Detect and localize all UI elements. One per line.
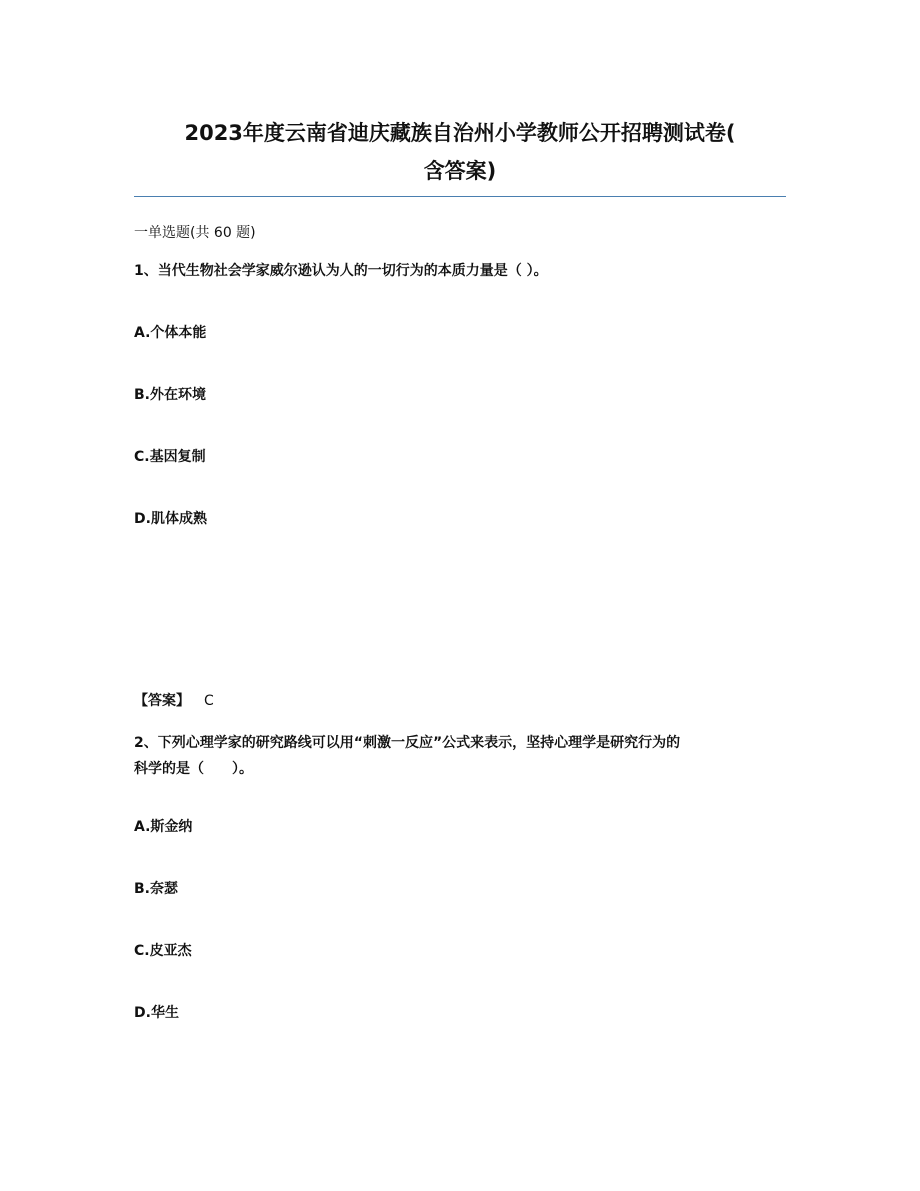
question-1-text: 1、当代生物社会学家威尔逊认为人的一切行为的本质力量是（ ）。 — [134, 263, 548, 279]
question-2-option-b: B.奈瑟 — [134, 881, 178, 897]
question-2-text-line-2: 科学的是（ ）。 — [134, 761, 253, 777]
question-2-option-d: D.华生 — [134, 1005, 179, 1021]
question-2-text-line-1: 2、下列心理学家的研究路线可以用“刺激一反应”公式来表示，坚持心理学是研究行为的 — [134, 735, 681, 751]
page-title-line-1: 2023年度云南省迪庆藏族自治州小学教师公开招聘测试卷( — [184, 121, 736, 145]
answer-label: 【答案】 — [134, 693, 190, 709]
section-header: 一单选题(共 60 题) — [134, 225, 256, 241]
question-2-text — [134, 730, 794, 782]
question-2-option-c: C.皮亚杰 — [134, 943, 192, 959]
page-title — [100, 114, 820, 190]
question-1-answer — [134, 691, 214, 711]
question-2-option-a: A.斯金纳 — [134, 819, 193, 835]
question-1-option-a: A.个体本能 — [134, 325, 207, 341]
question-1-option-d: D.肌体成熟 — [134, 511, 207, 527]
question-1-option-c: C.基因复制 — [134, 449, 206, 465]
title-divider — [134, 196, 786, 197]
question-1-option-b: B.外在环境 — [134, 387, 206, 403]
page-title-line-2: 含答案) — [423, 159, 497, 183]
answer-value: C — [204, 693, 214, 709]
